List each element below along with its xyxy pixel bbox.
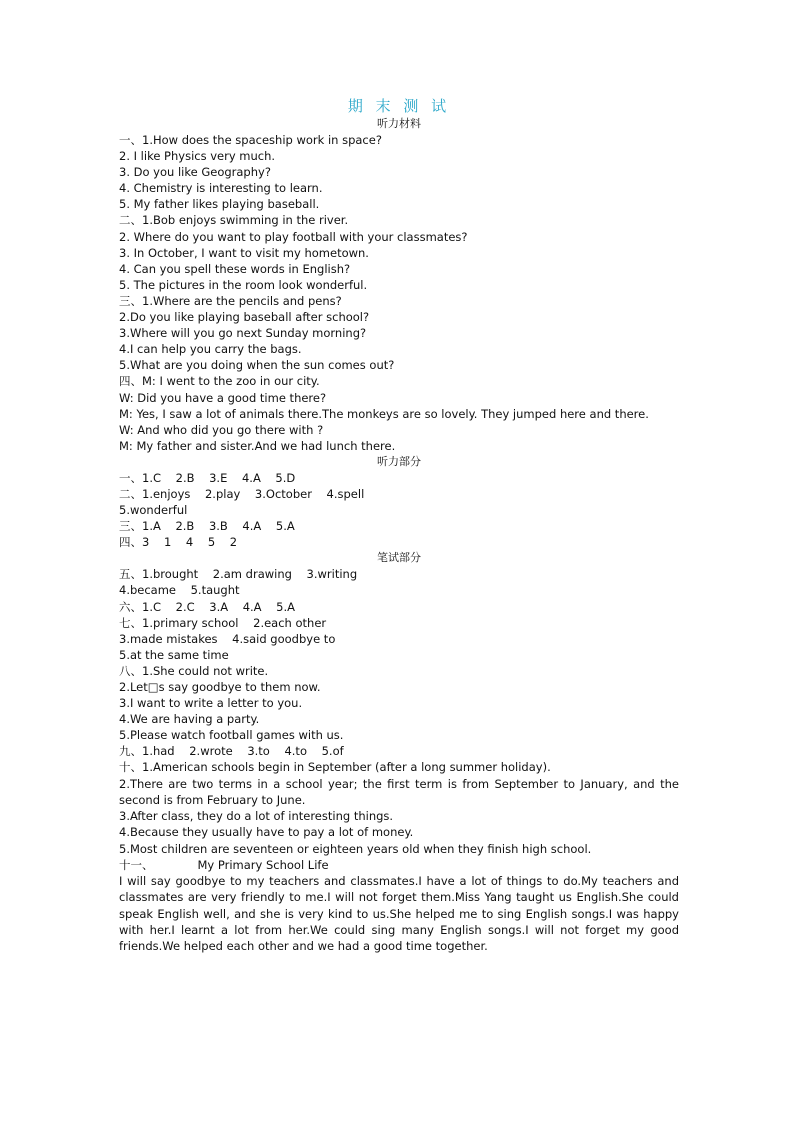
answer-line: 2.Let□s say goodbye to them now. bbox=[119, 680, 321, 694]
written-answers-block bbox=[119, 566, 679, 856]
answer-line: 五、1.brought 2.am drawing 3.writing bbox=[119, 567, 358, 582]
listening-material-block bbox=[119, 132, 679, 454]
listening-answers-block bbox=[119, 470, 679, 550]
listening-line: 3. In October, I want to visit my hometown. bbox=[119, 245, 369, 260]
document-page bbox=[119, 96, 679, 955]
essay-body: I will say goodbye to my teachers and classmates.I have a lot of things to do.My teachers and classmates are very friendly to me.I will not forget them.Miss Yang taught us English.She could speak English well, and she is very kind to us.She helped me to sing English songs.I was happy with her.I learnt a lot from her.We could sing many English songs.I will not forget my good friends.We helped each other and we had a good time together. bbox=[119, 873, 679, 954]
listening-line: 2. I like Physics very much. bbox=[119, 149, 276, 164]
answer-line: 3.made mistakes 4.said goodbye to bbox=[119, 631, 336, 646]
section-heading-listening-part: 听力部分 bbox=[377, 454, 421, 468]
section-heading-written-part: 笔试部分 bbox=[377, 551, 421, 565]
answer-line: 4.We are having a party. bbox=[119, 712, 260, 727]
listening-line: 3.Where will you go next Sunday morning? bbox=[119, 326, 367, 341]
answer-line: 九、1.had 2.wrote 3.to 4.to 5.of bbox=[119, 744, 344, 759]
listening-line: 四、M: I went to the zoo in our city. bbox=[119, 374, 320, 389]
answer-line: 八、1.She could not write. bbox=[119, 663, 269, 678]
answer-line: 十、1.American schools begin in September (after a long summer holiday). bbox=[119, 760, 551, 775]
answer-line: 三、1.A 2.B 3.B 4.A 5.A bbox=[119, 519, 295, 534]
answer-line: 4.became 5.taught bbox=[119, 583, 240, 598]
answer-line: 5.Please watch football games with us. bbox=[119, 728, 344, 743]
answer-paragraph: 2.There are two terms in a school year; the first term is from September to January, and the second is from February to June. bbox=[119, 776, 679, 807]
answer-line: 4.Because they usually have to pay a lot of money. bbox=[119, 825, 414, 840]
essay-title: My Primary School Life bbox=[197, 857, 329, 872]
listening-line: W: Did you have a good time there? bbox=[119, 390, 327, 405]
answer-line: 3.I want to write a letter to you. bbox=[119, 696, 303, 711]
listening-line: 4. Can you spell these words in English? bbox=[119, 261, 351, 276]
listening-line: M: Yes, I saw a lot of animals there.The monkeys are so lovely. They jumped here and there. bbox=[119, 406, 649, 421]
answer-line: 5.wonderful bbox=[119, 503, 188, 518]
listening-line: 三、1.Where are the pencils and pens? bbox=[119, 293, 342, 308]
answer-line: 六、1.C 2.C 3.A 4.A 5.A bbox=[119, 599, 296, 614]
listening-line: 5.What are you doing when the sun comes out? bbox=[119, 358, 395, 373]
answer-line: 二、1.enjoys 2.play 3.October 4.spell bbox=[119, 486, 365, 501]
essay-heading bbox=[119, 857, 679, 873]
listening-line: 一、1.How does the spaceship work in space? bbox=[119, 133, 382, 147]
listening-line: 3. Do you like Geography? bbox=[119, 165, 271, 180]
answer-line: 四、3 1 4 5 2 bbox=[119, 535, 238, 550]
answer-line: 七、1.primary school 2.each other bbox=[119, 615, 327, 630]
answer-line: 一、1.C 2.B 3.E 4.A 5.D bbox=[119, 470, 296, 485]
listening-line: 2.Do you like playing baseball after school? bbox=[119, 310, 370, 325]
page-title: 期 末 测 试 bbox=[347, 97, 451, 115]
essay-label: 十一、 bbox=[119, 857, 154, 872]
listening-line: M: My father and sister.And we had lunch there. bbox=[119, 438, 396, 453]
listening-line: 4.I can help you carry the bags. bbox=[119, 342, 302, 357]
section-heading-listening-material: 听力材料 bbox=[377, 117, 421, 130]
listening-line: W: And who did you go there with ? bbox=[119, 422, 324, 437]
answer-line: 3.After class, they do a lot of interesting things. bbox=[119, 809, 394, 824]
listening-line: 2. Where do you want to play football with your classmates? bbox=[119, 229, 468, 244]
answer-line: 5.Most children are seventeen or eighteen years old when they finish high school. bbox=[119, 841, 592, 856]
listening-line: 二、1.Bob enjoys swimming in the river. bbox=[119, 213, 349, 228]
listening-line: 5. The pictures in the room look wonderful. bbox=[119, 277, 368, 292]
listening-line: 5. My father likes playing baseball. bbox=[119, 197, 320, 212]
listening-line: 4. Chemistry is interesting to learn. bbox=[119, 181, 323, 196]
answer-line: 5.at the same time bbox=[119, 647, 229, 662]
